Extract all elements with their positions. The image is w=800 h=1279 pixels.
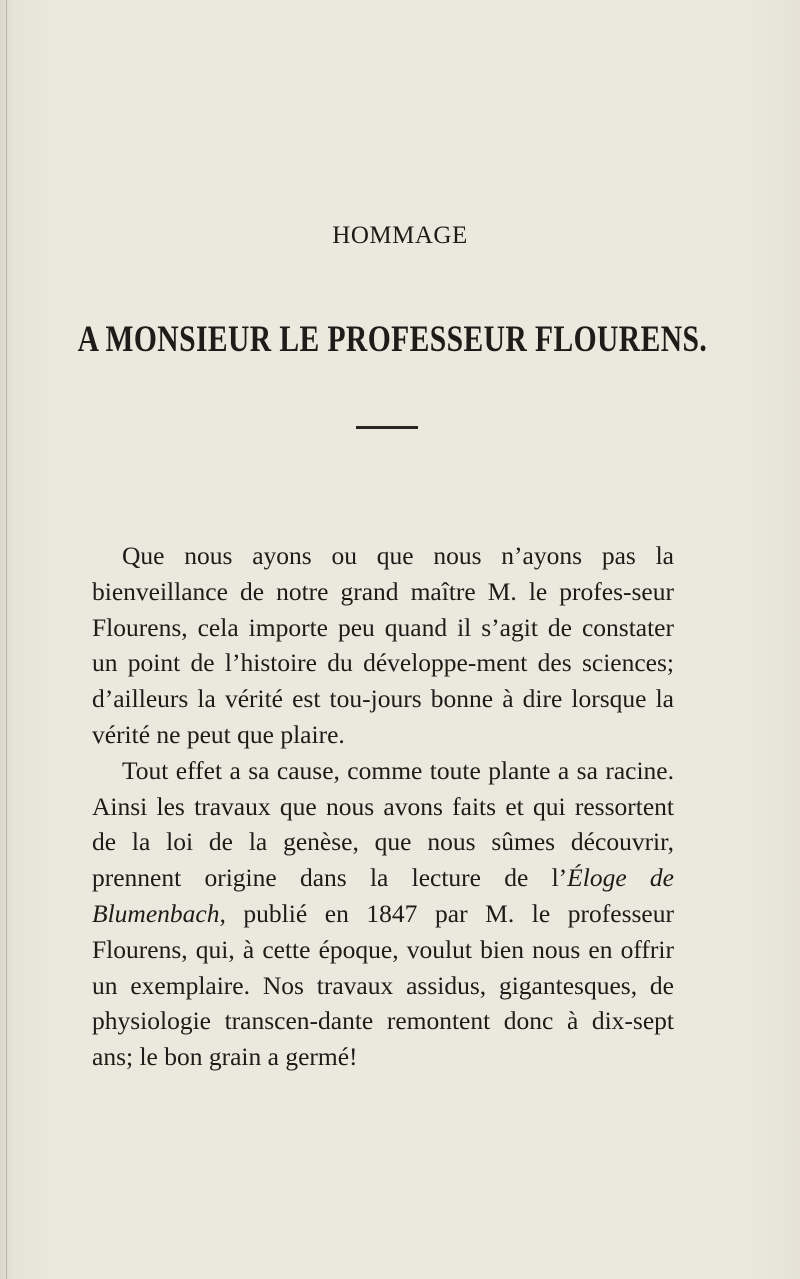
paragraph-2 bbox=[92, 753, 674, 1075]
dedication-title: A MONSIEUR LE PROFESSEUR FLOURENS. bbox=[77, 319, 708, 360]
separator-rule bbox=[356, 426, 418, 429]
body-text bbox=[92, 538, 674, 1075]
page-edge bbox=[6, 0, 7, 1279]
paragraph-2-text-after: publié en 1847 par M. le professeur Flourens, qui, à cette époque, voulut bien nous en offrir un exemplaire. Nos travaux assidus, gigantesques, de physiologie transcen-dante remontent donc à dix-sept ans; le bon grain a germé! bbox=[92, 898, 674, 1072]
paragraph-1: Que nous ayons ou que nous n’ayons pas la bienveillance de notre grand maître M. le profes-seur Flourens, cela importe peu quand il s’agit de constater un point de l’histoire du développe-ment des sciences; d’ailleurs la vérité est tou-jours bonne à dire lorsque la vérité ne peut que plaire. bbox=[92, 541, 674, 749]
book-title-italic: Éloge de Blumenbach, bbox=[92, 863, 674, 928]
page-heading: HOMMAGE bbox=[332, 222, 468, 249]
paragraph-2-text-before: Tout effet a sa cause, comme toute plante a sa racine. Ainsi les travaux que nous avons faits et qui ressortent de la loi de la genèse, que nous sûmes découvrir, prennent origine dans la lecture de l’ bbox=[92, 755, 674, 893]
